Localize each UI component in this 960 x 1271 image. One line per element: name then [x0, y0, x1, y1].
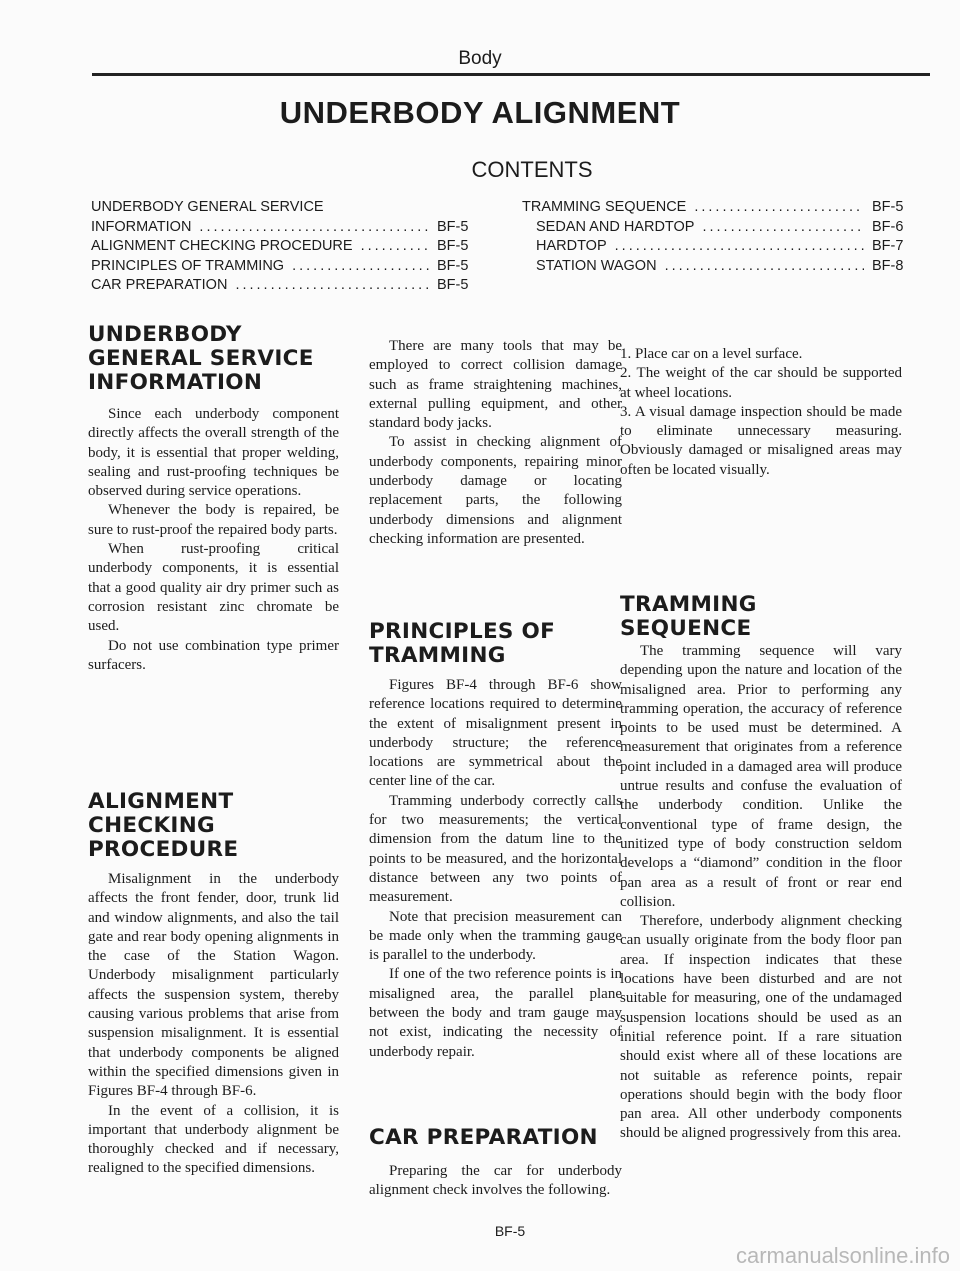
toc-leader — [361, 237, 429, 257]
toc-entry-title: ALIGNMENT CHECKING PROCEDURE — [91, 238, 353, 254]
toc-entry-title: STATION WAGON — [536, 257, 657, 274]
paragraph: If one of the two reference points is in misaligned area, the parallel plane between the body and tram gauge may not exist, indicating the necessity of underbody repair. — [369, 966, 622, 1060]
paragraph: In the event of a collision, it is important that underbody alignment be thoroughly checked and if necessary, realigned to the specified dimensions. — [88, 1102, 339, 1177]
toc-entry-title: TRAMMING SEQUENCE — [522, 199, 687, 215]
section-heading-alignment: ALIGNMENT CHECKING PROCEDURE — [88, 789, 239, 862]
section-heading-sequence: TRAMMING SEQUENCE — [620, 592, 757, 641]
paragraph: Whenever the body is repaired, be sure to rust-proof the repaired body parts. — [88, 502, 339, 538]
list-item: 3. A visual damage inspection should be made to eliminate unnecessary measuring. Obviously damaged or misaligned areas may often be located visually. — [620, 403, 902, 478]
toc-leader — [665, 257, 864, 277]
toc-entry[interactable] — [522, 237, 906, 257]
section-body-tools — [369, 337, 622, 549]
paragraph: Since each underbody component directly affects the overall strength of the body, it is essential that proper welding, sealing and rust-proofing techniques be observed during service operations. — [88, 406, 339, 500]
toc-entry[interactable] — [91, 218, 471, 238]
contents-label: CONTENTS — [471, 157, 593, 182]
toc-entry[interactable] — [91, 276, 471, 296]
section-heading-principles: PRINCIPLES OF TRAMMING — [369, 619, 556, 668]
paragraph: Tramming underbody correctly calls for two measurements; the vertical dimension from the datum line to the points to be measured, and the horizontal distance between any two points of measurement. — [369, 792, 622, 906]
paragraph: When rust-proofing critical underbody components, it is essential that a good quality air dry primer such as corrosion resistant zinc chromate be used. — [88, 541, 339, 635]
paragraph: Figures BF-4 through BF-6 show reference locations required to determine the extent of misalignment present in underbody structure; the reference locations are symmetrical about the center line of the car. — [369, 677, 622, 790]
paragraph: There are many tools that may be employed to correct collision damage such as frame straightening machines, external pulling equipment, and other standard body jacks. — [369, 338, 622, 432]
page-title: UNDERBODY ALIGNMENT — [279, 95, 681, 130]
toc-left — [91, 198, 471, 296]
toc-leader — [292, 257, 429, 277]
toc-entry-title: CAR PREPARATION — [91, 277, 228, 293]
toc-entry-page: BF-5 — [437, 218, 469, 235]
section-body-sequence — [620, 642, 902, 1144]
section-heading-car-prep: CAR PREPARATION — [369, 1125, 598, 1150]
toc-entry-title: HARDTOP — [536, 238, 607, 254]
paragraph: Misalignment in the underbody affects the front fender, door, trunk lid and window alignments, and also the tail gate and rear body opening alignments in the case of the Station Wagon. Underbody misalignment particularly affects the suspension system, thereby causing various problems that arise from suspension misalignment. It is essential that underbody components be aligned within the specified dimensions given in Figures BF-4 through BF-6. — [88, 871, 339, 1100]
toc-entry-title: INFORMATION — [91, 218, 192, 235]
header-rule — [92, 73, 930, 76]
toc-leader — [702, 218, 864, 238]
paragraph: Do not use combination type primer surfacers. — [88, 637, 339, 673]
toc-entry[interactable] — [91, 198, 471, 218]
paragraph: Note that precision measurement can be made only when the tramming gauge is parallel to the underbody. — [369, 908, 622, 964]
toc-entry-page: BF-7 — [872, 238, 904, 254]
toc-entry-title: UNDERBODY GENERAL SERVICE — [91, 199, 324, 215]
section-body-alignment — [88, 870, 339, 1179]
toc-entry-page: BF-6 — [872, 218, 904, 235]
toc-entry-page: BF-5 — [872, 199, 904, 215]
section-heading-general: UNDERBODY GENERAL SERVICE INFORMATION — [88, 322, 314, 395]
running-head: Body — [458, 48, 502, 69]
toc-leader — [235, 276, 429, 296]
toc-entry-page: BF-5 — [437, 277, 469, 293]
paragraph: Therefore, underbody alignment checking can usually originate from the body floor pan area. If inspection indicates that these locations have been disturbed and are not suitable for measuring, one of the undamaged suspension locations should be used as an initial reference point. If a rare situation should exist where all of these locations are not suitable as reference points, repair operations should begin with the body floor pan area. All other underbody components should be aligned progressively from this area. — [620, 913, 902, 1142]
step-list — [620, 345, 902, 480]
toc-entry-title: PRINCIPLES OF TRAMMING — [91, 257, 285, 274]
toc-entry-page: BF-5 — [437, 238, 469, 254]
toc-entry[interactable] — [522, 218, 906, 238]
toc-leader — [615, 237, 864, 257]
page-number: BF-5 — [494, 1223, 526, 1239]
toc-right — [522, 198, 906, 276]
toc-entry-page: BF-5 — [437, 257, 469, 274]
toc-entry-title: SEDAN AND HARDTOP — [536, 218, 695, 235]
section-body-principles — [369, 676, 622, 1062]
toc-entry[interactable] — [522, 198, 906, 218]
toc-leader — [199, 218, 429, 238]
paragraph: To assist in checking alignment of underbody components, repairing minor underbody damage or locating replacement parts, the following underbody dimensions and alignment checking information are presented. — [369, 434, 622, 547]
toc-entry[interactable] — [91, 237, 471, 257]
section-body-general — [88, 405, 339, 675]
toc-entry-page: BF-8 — [872, 257, 904, 274]
paragraph: Preparing the car for underbody alignment check involves the following. — [369, 1163, 622, 1199]
watermark: carmanualsonline.info — [735, 1243, 950, 1268]
toc-entry[interactable] — [91, 257, 471, 277]
list-item: 2. The weight of the car should be supported at wheel locations. — [620, 365, 902, 401]
toc-entry[interactable] — [522, 257, 906, 277]
toc-leader — [694, 198, 864, 218]
section-body-car-prep — [369, 1162, 622, 1201]
paragraph: The tramming sequence will vary depending upon the nature and location of the misaligned area. Prior to performing any tramming operation, the accuracy of reference points to be used must be determined. A measurement that originates from a reference point included in a damaged area will produce untrue results and confuse the evaluation of the underbody condition. Unlike the conventional type of frame design, the unitized type of body construction seldom develops a “diamond” condition in the floor pan area as a result of front or rear end collision. — [620, 643, 902, 910]
list-item: 1. Place car on a level surface. — [620, 346, 803, 362]
